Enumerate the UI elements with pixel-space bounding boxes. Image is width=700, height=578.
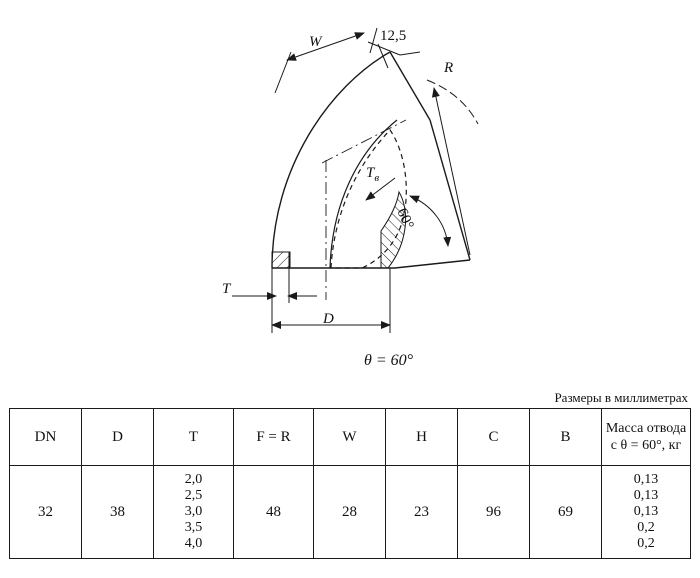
col-header-d: D <box>82 409 154 466</box>
cell-mass-0: 0,13 <box>633 472 659 487</box>
label-theta-60: θ = 60° <box>364 352 414 369</box>
label-d: D <box>323 311 334 327</box>
cell-t-3: 3,5 <box>184 520 203 535</box>
col-header-mass <box>602 409 691 466</box>
cell-f-r: 48 <box>234 466 314 559</box>
dimensions-table <box>9 408 691 559</box>
label-chamfer-12-5: 12,5 <box>380 28 407 44</box>
cell-mass-1: 0,13 <box>633 488 659 503</box>
cell-dn: 32 <box>10 466 82 559</box>
col-header-f-r: F = R <box>234 409 314 466</box>
cell-mass-4: 0,2 <box>637 536 655 551</box>
dimension-r <box>427 80 478 255</box>
cell-w: 28 <box>314 466 386 559</box>
cell-b: 69 <box>530 466 602 559</box>
cell-t-2: 3,0 <box>184 504 203 519</box>
col-header-mass-line1: Масса отвода <box>605 421 687 436</box>
label-tb: $T_в$ <box>366 165 380 184</box>
col-header-c: C <box>458 409 530 466</box>
col-header-w: W <box>314 409 386 466</box>
dimensions-table-wrapper <box>9 408 691 559</box>
units-caption: Размеры в миллиметрах <box>554 390 688 405</box>
col-header-mass-line2: с θ = 60°, кг <box>610 438 682 453</box>
label-w: W <box>309 34 322 50</box>
col-header-h: H <box>386 409 458 466</box>
dimension-w <box>275 28 377 93</box>
cell-t-1: 2,5 <box>184 488 203 503</box>
cell-t-4: 4,0 <box>184 536 203 551</box>
cell-t-list <box>154 466 234 559</box>
cell-c: 96 <box>458 466 530 559</box>
cell-t-0: 2,0 <box>184 472 203 487</box>
cell-d: 38 <box>82 466 154 559</box>
cell-mass-list <box>602 466 691 559</box>
table-row <box>10 466 691 559</box>
label-t: T <box>222 281 231 297</box>
col-header-b: B <box>530 409 602 466</box>
elbow-outline <box>272 52 470 268</box>
cell-mass-2: 0,13 <box>633 504 659 519</box>
leader-chamfer <box>368 42 420 68</box>
dimension-angle-60 <box>410 196 448 246</box>
wall-hatching <box>272 192 406 268</box>
col-header-dn: DN <box>10 409 82 466</box>
label-r: R <box>444 60 454 76</box>
table-header-row <box>10 409 691 466</box>
col-header-t: T <box>154 409 234 466</box>
label-angle-60: 60° <box>393 206 417 232</box>
cell-h: 23 <box>386 466 458 559</box>
cell-mass-3: 0,2 <box>637 520 655 535</box>
